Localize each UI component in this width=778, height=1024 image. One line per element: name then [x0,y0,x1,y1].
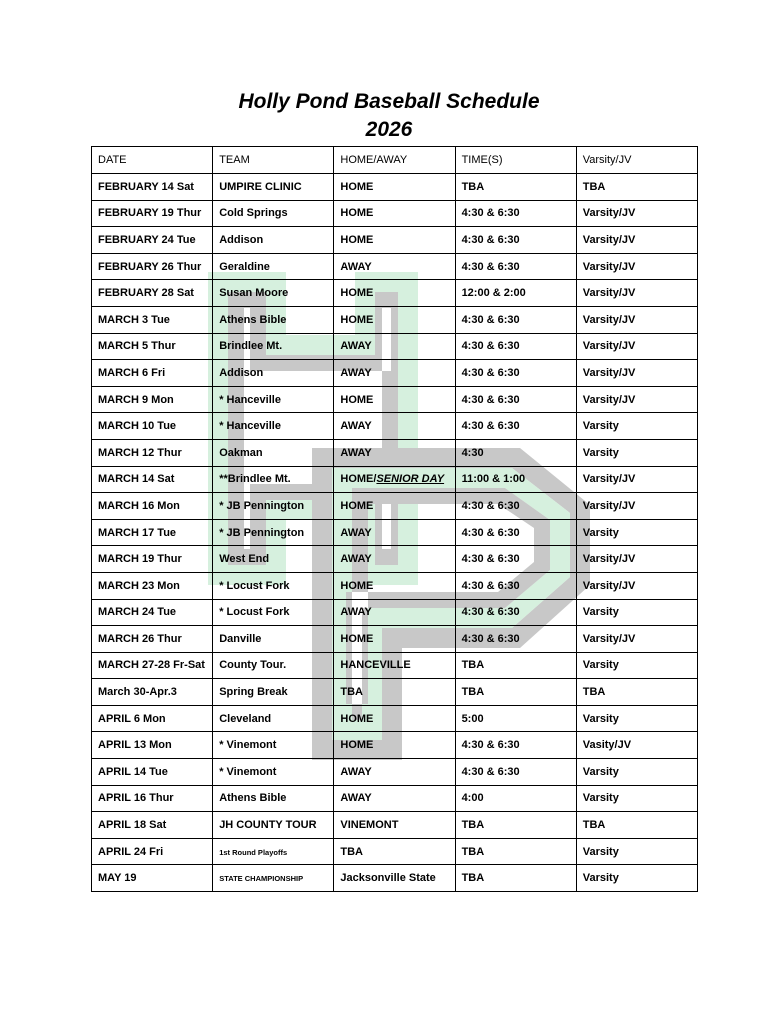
level-cell: Varsity [576,652,697,679]
location-cell: HOME [334,732,455,759]
time-cell: TBA [455,812,576,839]
team-cell: West End [213,546,334,573]
location-cell: TBA [334,838,455,865]
time-cell: 4:30 & 6:30 [455,333,576,360]
team-cell: County Tour. [213,652,334,679]
team-cell: Brindlee Mt. [213,333,334,360]
location-cell: VINEMONT [334,812,455,839]
time-cell: TBA [455,652,576,679]
time-cell: 4:30 & 6:30 [455,519,576,546]
date-cell: FEBRUARY 24 Tue [92,227,213,254]
level-cell: Varsity/JV [576,306,697,333]
table-row [92,812,698,839]
header-date: DATE [92,147,213,174]
date-cell: MARCH 23 Mon [92,572,213,599]
team-cell: * JB Pennington [213,519,334,546]
level-cell: Varsity [576,838,697,865]
page-year: 2026 [365,118,413,141]
location-cell: AWAY [334,785,455,812]
time-cell: 4:30 & 6:30 [455,306,576,333]
level-cell: Varsity/JV [576,386,697,413]
team-cell: Cold Springs [213,200,334,227]
location-cell: HOME [334,174,455,201]
team-cell: **Brindlee Mt. [213,466,334,493]
schedule-body [92,147,698,892]
level-cell: TBA [576,174,697,201]
level-cell: Varsity/JV [576,333,697,360]
team-small-text: 1st Round Playoffs [219,847,288,857]
table-row [92,466,698,493]
team-cell: Cleveland [213,705,334,732]
header-team: TEAM [213,147,334,174]
table-row [92,705,698,732]
location-cell: HOME [334,705,455,732]
location-cell: AWAY [334,546,455,573]
time-cell: 4:30 & 6:30 [455,360,576,387]
header-row [92,147,698,174]
time-cell: 4:30 & 6:30 [455,759,576,786]
date-cell: APRIL 13 Mon [92,732,213,759]
team-cell: Geraldine [213,253,334,280]
level-cell: Varsity [576,759,697,786]
schedule-table [91,146,698,892]
date-cell: MARCH 24 Tue [92,599,213,626]
team-cell: JH COUNTY TOUR [213,812,334,839]
time-cell: 4:30 & 6:30 [455,253,576,280]
date-cell: MARCH 5 Thur [92,333,213,360]
location-cell: HOME [334,572,455,599]
table-row [92,599,698,626]
level-cell: Varsity [576,785,697,812]
level-cell: Varsity [576,413,697,440]
table-row [92,732,698,759]
date-cell: APRIL 16 Thur [92,785,213,812]
team-cell: Addison [213,360,334,387]
table-row [92,280,698,307]
header-home-away: HOME/AWAY [334,147,455,174]
date-cell: MARCH 27-28 Fr-Sat [92,652,213,679]
date-cell: March 30-Apr.3 [92,679,213,706]
table-row [92,493,698,520]
table-row [92,626,698,653]
location-cell: AWAY [334,599,455,626]
level-cell: Vasity/JV [576,732,697,759]
table-row [92,306,698,333]
location-cell: AWAY [334,759,455,786]
time-cell: 4:30 & 6:30 [455,413,576,440]
time-cell: TBA [455,838,576,865]
date-cell: APRIL 24 Fri [92,838,213,865]
level-cell: Varsity/JV [576,493,697,520]
date-cell: APRIL 14 Tue [92,759,213,786]
date-cell: MAY 19 [92,865,213,892]
level-cell: Varsity/JV [576,360,697,387]
level-cell: Varsity/JV [576,280,697,307]
table-row [92,838,698,865]
date-cell: MARCH 10 Tue [92,413,213,440]
location-cell: TBA [334,679,455,706]
team-cell: Danville [213,626,334,653]
table-row [92,200,698,227]
location-cell: HOME [334,306,455,333]
location-cell: AWAY [334,253,455,280]
location-cell: AWAY [334,413,455,440]
location-cell: AWAY [334,333,455,360]
location-cell: HOME [334,280,455,307]
team-small-text: STATE CHAMPIONSHIP [219,874,304,884]
header-times: TIME(S) [455,147,576,174]
team-cell: * JB Pennington [213,493,334,520]
location-cell: AWAY [334,360,455,387]
table-row [92,546,698,573]
table-row [92,413,698,440]
level-cell: Varsity [576,705,697,732]
date-cell: MARCH 3 Tue [92,306,213,333]
location-cell: HANCEVILLE [334,652,455,679]
table-row [92,439,698,466]
team-cell: Athens Bible [213,306,334,333]
time-cell: 4:30 & 6:30 [455,599,576,626]
time-cell: 4:30 & 6:30 [455,200,576,227]
table-row [92,360,698,387]
level-cell: TBA [576,812,697,839]
table-row [92,386,698,413]
time-cell: TBA [455,174,576,201]
header-level: Varsity/JV [576,147,697,174]
level-cell: Varsity [576,865,697,892]
date-cell: MARCH 19 Thur [92,546,213,573]
table-row [92,519,698,546]
team-cell: Addison [213,227,334,254]
date-cell: MARCH 14 Sat [92,466,213,493]
date-cell: FEBRUARY 26 Thur [92,253,213,280]
level-cell: Varsity/JV [576,227,697,254]
team-cell: Oakman [213,439,334,466]
location-cell: HOME [334,227,455,254]
time-cell: 4:30 & 6:30 [455,572,576,599]
table-row [92,174,698,201]
location-cell: Jacksonville State [334,865,455,892]
level-cell: Varsity/JV [576,253,697,280]
table-row [92,759,698,786]
location-cell: HOME [334,386,455,413]
table-row [92,785,698,812]
level-cell: Varsity [576,519,697,546]
time-cell: 4:30 & 6:30 [455,732,576,759]
team-cell [213,865,334,892]
time-cell: TBA [455,865,576,892]
time-cell: 12:00 & 2:00 [455,280,576,307]
level-cell: Varsity/JV [576,626,697,653]
location-cell: HOME [334,626,455,653]
time-cell: 11:00 & 1:00 [455,466,576,493]
date-cell: MARCH 26 Thur [92,626,213,653]
time-cell: 4:30 & 6:30 [455,546,576,573]
page-title: Holly Pond Baseball Schedule [238,90,540,113]
time-cell: 5:00 [455,705,576,732]
level-cell: TBA [576,679,697,706]
team-cell: * Hanceville [213,413,334,440]
table-row [92,227,698,254]
team-cell: Athens Bible [213,785,334,812]
date-cell: MARCH 17 Tue [92,519,213,546]
table-row [92,253,698,280]
level-cell: Varsity [576,599,697,626]
location-cell: HOME [334,200,455,227]
team-cell: * Vinemont [213,759,334,786]
location-cell [334,466,455,493]
date-cell: APRIL 6 Mon [92,705,213,732]
time-cell: 4:30 [455,439,576,466]
team-cell: * Vinemont [213,732,334,759]
level-cell: Varsity/JV [576,572,697,599]
table-row [92,652,698,679]
time-cell: 4:30 & 6:30 [455,626,576,653]
table-row [92,679,698,706]
level-cell: Varsity/JV [576,546,697,573]
date-cell: MARCH 6 Fri [92,360,213,387]
table-row [92,572,698,599]
location-cell: AWAY [334,519,455,546]
team-cell [213,838,334,865]
date-cell: MARCH 16 Mon [92,493,213,520]
location-text: HOME/ [340,473,377,486]
team-cell: * Locust Fork [213,599,334,626]
level-cell: Varsity [576,439,697,466]
date-cell: APRIL 18 Sat [92,812,213,839]
senior-day-note: SENIOR DAY [376,473,445,486]
time-cell: 4:30 & 6:30 [455,493,576,520]
time-cell: 4:00 [455,785,576,812]
team-cell: UMPIRE CLINIC [213,174,334,201]
team-cell: Spring Break [213,679,334,706]
date-cell: FEBRUARY 19 Thur [92,200,213,227]
level-cell: Varsity/JV [576,200,697,227]
team-cell: * Locust Fork [213,572,334,599]
location-cell: HOME [334,493,455,520]
table-row [92,865,698,892]
date-cell: MARCH 9 Mon [92,386,213,413]
time-cell: TBA [455,679,576,706]
date-cell: FEBRUARY 14 Sat [92,174,213,201]
level-cell: Varsity/JV [576,466,697,493]
date-cell: FEBRUARY 28 Sat [92,280,213,307]
time-cell: 4:30 & 6:30 [455,386,576,413]
time-cell: 4:30 & 6:30 [455,227,576,254]
location-cell: AWAY [334,439,455,466]
team-cell: Susan Moore [213,280,334,307]
date-cell: MARCH 12 Thur [92,439,213,466]
team-cell: * Hanceville [213,386,334,413]
table-row [92,333,698,360]
